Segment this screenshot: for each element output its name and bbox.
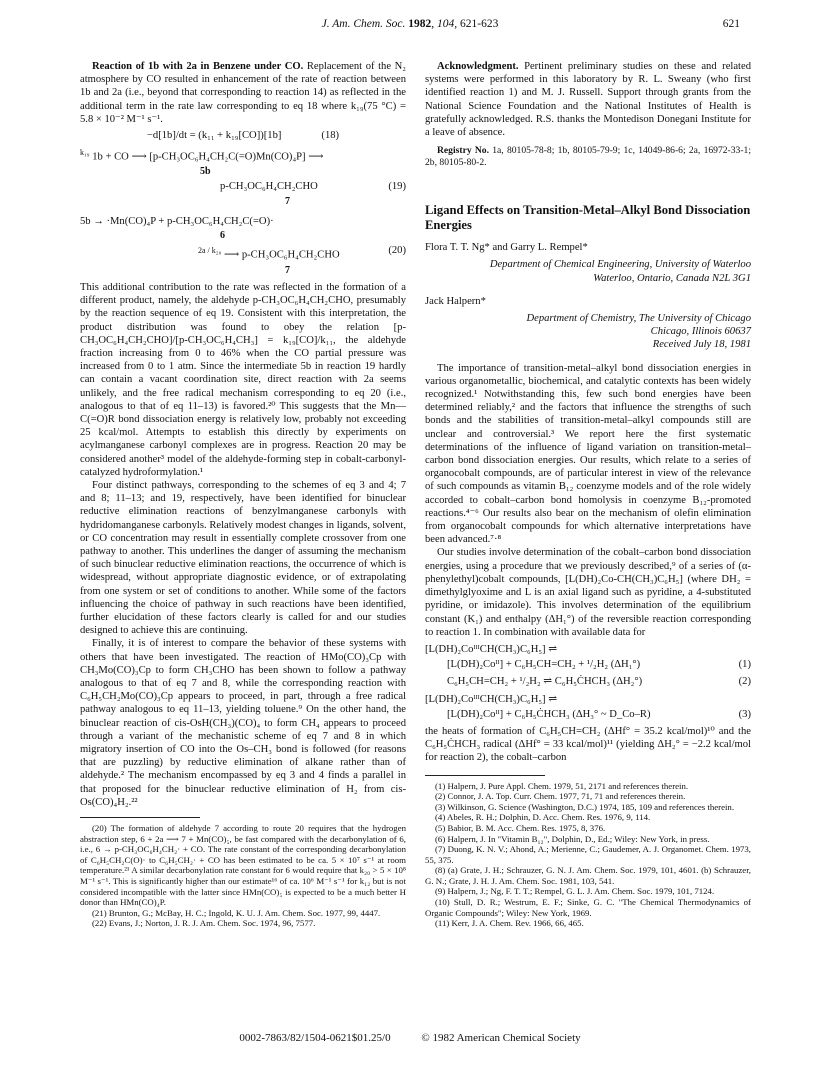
compound-label: 5b [200,165,211,177]
scheme-line [425,658,751,671]
equation-18 [80,129,406,142]
rate-constant-label: 2a / k₂₀ [198,245,222,255]
affiliation: Department of Chemical Engineering, University of Waterloo [489,259,751,271]
footnote: (20) The formation of aldehyde 7 according to route 20 requires that the hydrogen abstraction step, 6 + 2a ⟶ 7 + Mn(CO)₅, be fast compared with the decarbonylation of 6, i.e., 6 → p-CH₃OC₆H₄CH₂· + CO. The rate constant of the corresponding decarbonylation of C₆H₅CH₂C(O)· to C₆H₅CH₂· + CO has been estimated to be ca. 5 × 10⁷ s⁻¹ at room temperature.²¹ A similar decarbonylation rate constant for 6 would require that k₂₀ > 5 × 10⁸ M⁻¹ s⁻¹. This is significantly higher than our estimate¹⁶ of ca. 10⁶ M⁻¹ s⁻¹ for k₁₂ but is not considered incompatible with the latter since HMn(CO)₅ is expected to be a much better H donor than HMn(CO)₄P. [80,823,406,908]
equation-text: [L(DH)₂Coᴵᴵ] + C₆H₅CH=CH₂ + ¹/₂H₂ (ΔH₁°) [447,659,641,671]
reference-item: (10) Stull, D. R.; Westrum, E. F.; Sinke, G. C. "The Chemical Thermodynamics of Organic Compounds"; Wiley: New York, 1969. [425,897,751,918]
equation-text: p-CH₃OC₆H₄CH₂CHO [220,181,318,193]
references-list [425,781,751,929]
reference-item: (7) Duong, K. N. V.; Ahond, A.; Merienne, C.; Gaudemer, A. J. Organomet. Chem. 1973, 55, 375. [425,844,751,865]
reference-item: (2) Connor, J. A. Top. Curr. Chem. 1977, 71, 71 and references therein. [435,791,686,802]
acknowledgment-text: Pertinent preliminary studies on these and related systems were performed in this laboratory by R. L. Sweany (who first identified reaction 1) and M. J. Russell. Support through grants from the National Science Foundation and the National Institutes of Health is gratefully acknowledged. R.S. thanks the Montedison Donegani Institute for a leave of absence. [425,61,751,139]
footnote-divider [80,817,200,818]
paragraph: The importance of transition-metal–alkyl bond dissociation energies in various organometallic, biochemical, and catalytic contexts has been widely recognized.¹ Notwithstanding this, few such bond energies have been determined reliably,² and the factors that influence the strengths of such bonds and the stabilities of transition-metal–alkyl compounds still are unclear and controversial.³ We report here the first systematic determinations of the influence of ligand variation on transition-metal–carbon bond dissociation energies. Our results, which relate to a series of organocobalt compounds, are of particular interest in view of the relevance of such compounds as vitamin B₁₂ coenzyme models and of the role widely accorded to cobalt–carbon bond homolysis in coenzyme B₁₂-promoted reactions.⁴⁻⁶ Our results also bear on the mechanism of olefin elimination from organocobalt compounds for which alternative interpretations have been advanced.⁷·⁸ [425,362,751,546]
copyright-notice: © 1982 American Chemical Society [421,1032,581,1044]
page-footer [0,1032,820,1044]
article-code: 0002-7863/82/1504-0621$01.25/0 [239,1032,391,1044]
paragraph: Finally, it is of interest to compare the behavior of these systems with others that have been investigated. The reaction of HMo(CO)₃Cp with CH₃Mo(CO)₃Cp to form CH₃CHO has been shown to follow a pathway analogous to that of eq 7 and 8, while the corresponding reaction with C₆H₅CH₂Mo(CO)₃Cp appears to proceed, in part, through a free radical pathway analogous to eq 11–13, yielding toluene.⁹ On the other hand, the binuclear reaction of cis-OsH(CH₃)(CO)₄ to form CH₄ appears to proceed through a variant of the mechanistic scheme of eq 7 and 8 in which migratory insertion of CO into the Os–CH₃ bond is followed (for reasons that are puzzling) by reductive elimination of alkane rather than of aldehyde.² The mechanism encompassed by eq 3 and 4 finds a parallel in that proposed for the binuclear reductive elimination of H₂ from cis-Os(CO)₄H₂.²² [80,638,406,808]
reference-item: (1) Halpern, J. Pure Appl. Chem. 1979, 51, 2171 and references therein. [435,780,689,791]
affiliation: Waterloo, Ontario, Canada N2L 3G1 [593,272,751,284]
equation-number: (2) [738,676,751,688]
equation-text: [L(DH)₂CoᴵᴵᴵCH(CH₃)C₆H₅] ⇌ [425,693,558,705]
compound-label: 7 [285,196,290,208]
equation-2 [425,675,751,688]
journal-citation: J. Am. Chem. Soc. 1982, 104, 621-623 [321,18,499,30]
received-date: Received July 18, 1981 [652,339,751,351]
scheme-20 [80,215,406,277]
registry-text: 1a, 80105-78-8; 1b, 80105-79-9; 1c, 14049-86-6; 2a, 16972-33-1; 2b, 80105-80-2. [425,145,751,169]
rate-constant-label: k₁₉ [80,148,90,158]
equation-number: (18) [321,130,340,142]
reference-item: (11) Kerr, J. A. Chem. Rev. 1966, 66, 465. [435,918,584,929]
equation-text: C₆H₅CH=CH₂ + ¹/₂H₂ ⇌ C₆H₅ĊHCH₃ (ΔH₂°) [447,676,643,688]
reference-item: (4) Abeles, R. H.; Dolphin, D. Acc. Chem. Res. 1976, 9, 114. [435,812,651,823]
author-line: Jack Halpern* [425,295,486,307]
journal-name: J. Am. Chem. Soc. [321,18,406,30]
paragraph: the heats of formation of C₆H₅CH=CH₂ (ΔHf° = 35.2 kcal/mol)¹⁰ and the C₆H₅ĊHCH₃ radical (ΔHf° = 33 kcal/mol)¹¹ (yielding ΔH₂° = −2.2 kcal/mol for reaction 2), the cobalt–carbon [425,725,751,764]
paragraph: Our studies involve determination of the cobalt–carbon bond dissociation energies, using a procedure that we previously described,⁹ of a series of (α-phenylethyl)cobalt compounds, [L(DH)₂Co-CH(CH₃)C₆H₅] (where DH₂ = dimethylglyoxime and L is an axial ligand such as pyridine, a 4-substituted pyridine, or imidazole). This involves determination of the equilibrium constant (K₁) and enthalpy (ΔH₁°) of the reversible reaction corresponding to reaction 1. In combination with available data for [425,547,751,638]
equation-text: −d[1b]/dt = (k₁₁ + k₁₉[CO])[1b] [146,130,282,142]
page-number: 621 [722,18,740,30]
registry-numbers [425,145,751,169]
footnote: (21) Brunton, G.; McBay, H. C.; Ingold, K. U. J. Am. Chem. Soc. 1977, 99, 4447. [92,907,381,918]
footnote: (22) Evans, J.; Norton, J. R. J. Am. Chem. Soc. 1974, 96, 7577. [92,918,316,929]
equation-text: 1b + CO ⟶ [p-CH₃OC₆H₄CH₂C(=O)Mn(CO)₄P] ⟶ [92,151,324,163]
affiliation: Department of Chemistry, The University of Chicago [526,313,751,325]
compound-label: 6 [220,229,225,241]
journal-year: 1982 [408,18,432,30]
affiliation: Chicago, Illinois 60637 [650,326,751,338]
compound-label: 7 [285,264,290,276]
equation-number: (20) [388,244,406,256]
equation-3 [425,693,751,721]
acknowledgment-label: Acknowledgment. [437,61,519,72]
equation-text: ⟶ p-CH₃OC₆H₄CH₂CHO [224,249,340,261]
right-column [425,60,751,929]
journal-volume: 104 [437,18,455,30]
scheme-19 [80,146,406,208]
equation-number: (3) [738,708,751,720]
equation-number: (1) [738,659,751,671]
acknowledgment [425,60,751,139]
article-title: Ligand Effects on Transition-Metal–Alkyl Bond Dissociation Energies [425,203,751,233]
paragraph: This additional contribution to the rate was reflected in the formation of a different product, namely, the aldehyde p-CH₃OC₆H₄CH₂CHO, presumably by the reaction sequence of eq 19. Consistent with this interpretation, the product distribution was found to obey the relation [p-CH₃OC₆H₄CH₂CHO]/[p-CH₃OC₆H₄CH₃] = k₁₉[CO]/k₁₁, the aldehyde fraction increasing from 0 to 46% when the CO partial pressure was increased from 0 to 1 atm. Since the intermediate 5b in reaction 19 hardly can contain a vacant coordination site, direct reaction with 2a seems unlikely, and the free radical mechanism corresponding to eq 20 (i.e., analogous to that of eq 11–13) is favored.²⁰ This suggests that the Mn—C(=O)R bond dissociation energy is relatively low, probably not exceeding 25 kcal/mol. Attempts to establish this directly by experiments on acylmanganese carbonyl complexes are in progress. Reaction 20 may be considered another³ model of the aldehyde-forming step in cobalt-carbonyl-catalyzed hydroformylation.¹ [80,281,406,478]
equation-1 [425,643,751,671]
equation-number: (19) [388,181,406,193]
equation-text: [L(DH)₂Coᴵᴵ] + C₆H₅ĊHCH₃ (ΔH₃° ~ D_Co–R) [447,708,651,720]
reference-item: (8) (a) Grate, J. H.; Schrauzer, G. N. J. Am. Chem. Soc. 1979, 101, 4601. (b) Schrauzer, G. N.; Grate, J. H. J. Am. Chem. Soc. 1981, 103, 541. [425,865,751,886]
author-line: Flora T. T. Ng* and Garry L. Rempel* [425,242,588,254]
footnote-divider [425,775,545,776]
paragraph: Four distinct pathways, corresponding to the schemes of eq 3 and 4; 7 and 8; 11–13; and 19, respectively, have been identified for binuclear reductive elimination reactions of benzylmanganese carbonyls with hydridomanganese carbonyls. Relatively modest changes in ligands, solvent, or CO concentration may result in essentially complete crossover from one pathway to another. This underlines the danger of assuming the mechanism of such binuclear reductive elimination reactions, the occurrence of which is widespread, without appropriate diagnostic evidence, or of extrapolating from one system or set of conditions to another. While some of the factors influencing the choice of pathway in such reactions have been identified, further elucidation of these factors clearly is called for and our studies designed to achieve this are continuing. [80,479,406,637]
scheme-line [80,146,406,164]
journal-pages: 621-623 [460,18,499,30]
section-runin-heading: Reaction of 1b with 2a in Benzene under CO. [92,61,304,72]
equation-text: [L(DH)₂CoᴵᴵᴵCH(CH₃)C₆H₅] ⇌ [425,643,558,655]
paragraph-text: Replacement of the N₂ atmosphere by CO resulted in enhancement of the rate of reaction between 1b and 2a (i.e., beyond that corresponding to reaction 14) as reflected in the additional term in the rate law corresponding to eq 18 where k₁₉(75 °C) = 5.8 × 10⁻² M⁻¹ s⁻¹. [80,61,406,125]
paragraph [80,60,406,126]
reference-item: (5) Babior, B. M. Acc. Chem. Res. 1975, 8, 376. [435,822,606,833]
reference-item: (3) Wilkinson, G. Science (Washington, D.C.) 1974, 185, 109 and references therein. [435,801,735,812]
scheme-line [80,244,406,262]
scheme-line [425,708,751,721]
running-header [78,18,742,38]
registry-label: Registry No. [437,145,489,157]
reference-item: (6) Halpern, J. In "Vitamin B₁₂", Dolphin, D., Ed.; Wiley: New York, in press. [435,833,710,844]
reference-item: (9) Halpern, J.; Ng, F. T. T.; Rempel, G. L. J. Am. Chem. Soc. 1979, 101, 7124. [435,886,715,897]
scheme-line [80,180,406,193]
left-column [80,60,406,929]
equation-text: 5b → ·Mn(CO)₄P + p-CH₃OC₆H₄CH₂C(=O)· [80,215,274,227]
